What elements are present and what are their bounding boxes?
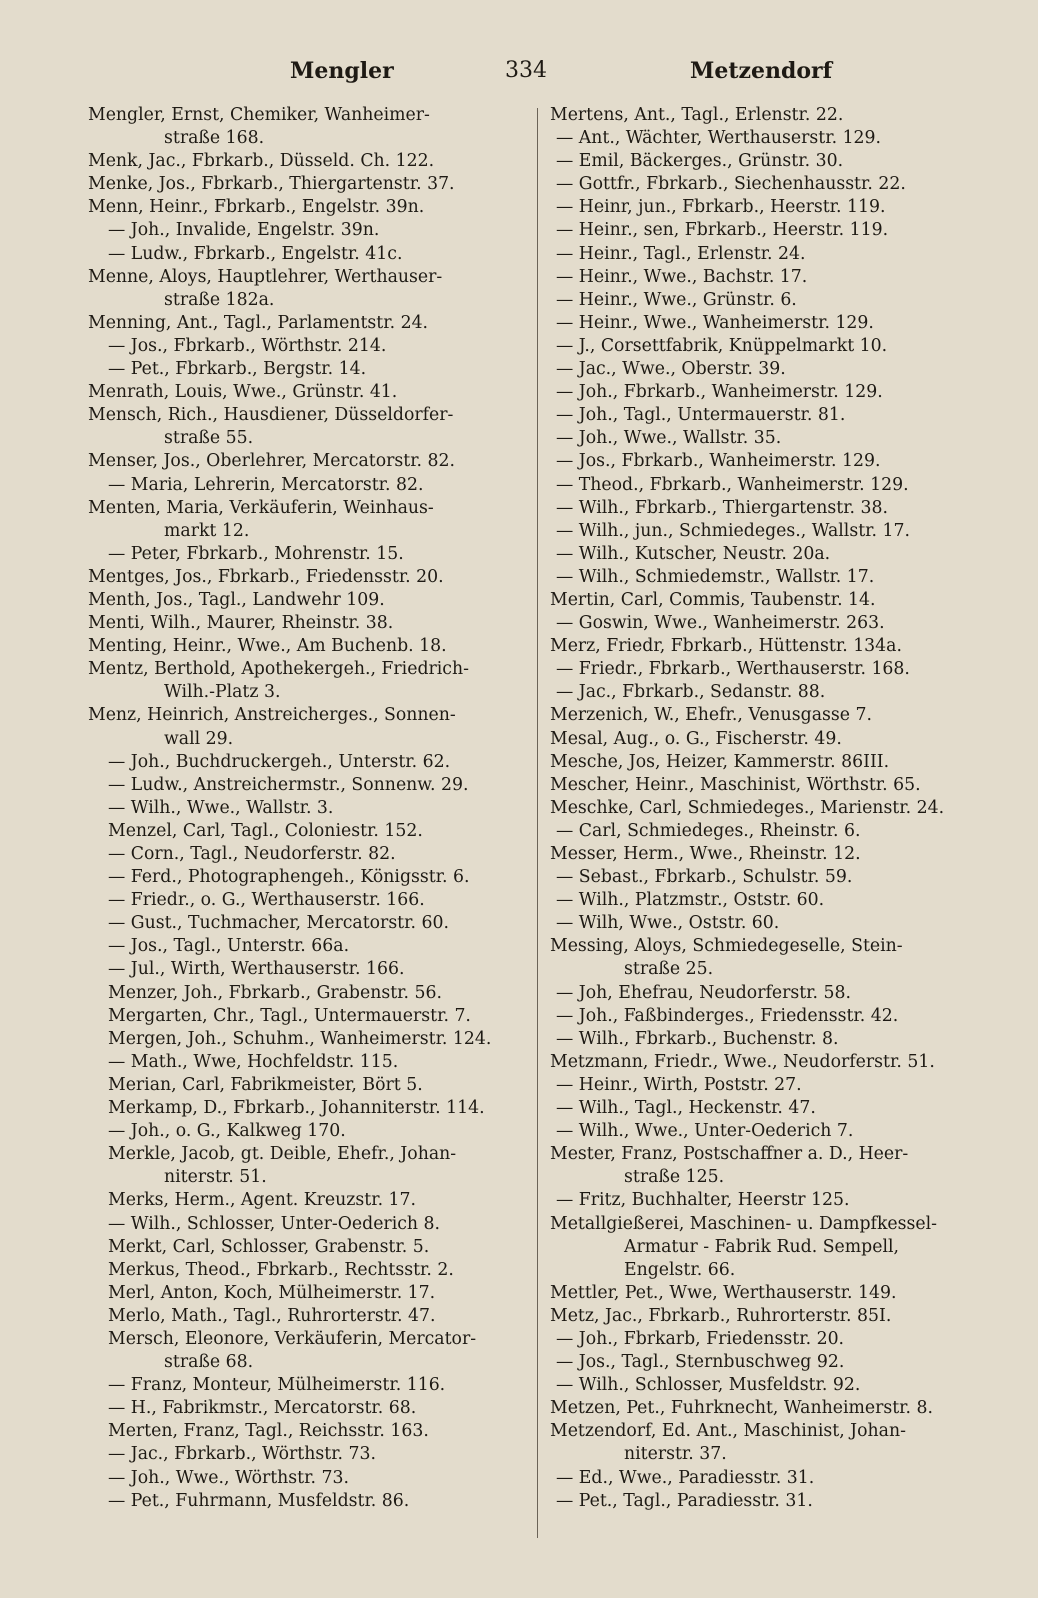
- directory-entry-line: — Ferd., Photographengeh., Königsstr. 6.: [108, 867, 470, 888]
- directory-entry-line: — Jac., Wwe., Oberstr. 39.: [556, 359, 786, 380]
- directory-entry-line: — Heinr., sen, Fbrkarb., Heerstr. 119.: [556, 220, 889, 241]
- directory-entry-line: straße 55.: [164, 428, 254, 449]
- directory-entry-line: — Ludw., Anstreichermstr., Sonnenw. 29.: [108, 774, 469, 795]
- directory-entry-line: — Heinr., Wwe., Wanheimerstr. 129.: [556, 312, 874, 333]
- directory-entry-line: Messer, Herm., Wwe., Rheinstr. 12.: [550, 844, 861, 864]
- directory-entry-line: — Joh., Invalide, Engelstr. 39n.: [108, 220, 380, 241]
- directory-entry-line: Menk, Jac., Fbrkarb., Düsseld. Ch. 122.: [88, 151, 435, 172]
- directory-entry-line: niterstr. 51.: [164, 1167, 267, 1188]
- directory-entry-line: — Friedr., Fbrkarb., Werthauserstr. 168.: [556, 659, 910, 680]
- directory-entry-line: — Wilh, Wwe., Oststr. 60.: [556, 913, 780, 934]
- directory-entry-line: niterstr. 37.: [624, 1444, 727, 1465]
- directory-entry-line: — Joh., Fbrkarb, Friedensstr. 20.: [556, 1328, 845, 1349]
- directory-entry-line: — Math., Wwe, Hochfeldstr. 115.: [108, 1051, 399, 1072]
- directory-entry-line: — Wilh., jun., Schmiedeges., Wallstr. 17.: [556, 520, 910, 541]
- directory-entry-line: Menti, Wilh., Maurer, Rheinstr. 38.: [88, 613, 394, 634]
- directory-entry-line: Menrath, Louis, Wwe., Grünstr. 41.: [88, 382, 398, 403]
- directory-entry-line: — Joh, Ehefrau, Neudorferstr. 58.: [556, 982, 852, 1003]
- directory-entry-line: — Heinr., Tagl., Erlenstr. 24.: [556, 243, 806, 264]
- directory-entry-line: — Heinr, jun., Fbrkarb., Heerstr. 119.: [556, 197, 886, 218]
- directory-entry-line: Merl, Anton, Koch, Mülheimerstr. 17.: [108, 1282, 436, 1303]
- directory-entry-line: — Sebast., Fbrkarb., Schulstr. 59.: [556, 867, 853, 888]
- directory-entry-line: wall 29.: [164, 728, 234, 749]
- header-last-entry: Metzendorf: [690, 58, 833, 84]
- directory-entry-line: Merkus, Theod., Fbrkarb., Rechtsstr. 2.: [108, 1259, 454, 1280]
- directory-entry-line: Menser, Jos., Oberlehrer, Mercatorstr. 82.: [88, 451, 456, 472]
- directory-entry-line: — Wilh., Fbrkarb., Buchenstr. 8.: [556, 1028, 839, 1049]
- directory-entry-line: Mengler, Ernst, Chemiker, Wanheimer-: [88, 105, 430, 125]
- directory-entry-line: — Heinr., Wwe., Grünstr. 6.: [556, 289, 797, 310]
- directory-entry-line: Metzen, Pet., Fuhrknecht, Wanheimerstr. 8.: [550, 1398, 933, 1419]
- directory-entry-line: Merten, Franz, Tagl., Reichsstr. 163.: [108, 1421, 429, 1442]
- directory-entry-line: Metzmann, Friedr., Wwe., Neudorferstr. 51.: [550, 1051, 935, 1072]
- directory-entry-line: Merkamp, D., Fbrkarb., Johanniterstr. 114.: [108, 1098, 485, 1119]
- directory-entry-line: — H., Fabrikmstr., Mercatorstr. 68.: [108, 1398, 417, 1419]
- directory-entry-line: — Jos., Tagl., Unterstr. 66a.: [108, 936, 350, 957]
- right-column: [550, 104, 995, 1513]
- directory-entry-line: — Fritz, Buchhalter, Heerstr 125.: [556, 1190, 850, 1211]
- directory-entry-line: — Joh., Tagl., Untermauerstr. 81.: [556, 405, 846, 426]
- directory-entry-line: straße 168.: [164, 128, 265, 149]
- directory-entry-line: — Wilh., Wwe., Unter-Oederich 7.: [556, 1121, 854, 1142]
- directory-entry-line: Menten, Maria, Verkäuferin, Weinhaus-: [88, 497, 434, 518]
- directory-entry-line: — Peter, Fbrkarb., Mohrenstr. 15.: [108, 543, 404, 564]
- directory-entry-line: Menzel, Carl, Tagl., Coloniestr. 152.: [108, 820, 423, 841]
- directory-entry-line: — Emil, Bäckerges., Grünstr. 30.: [556, 151, 844, 172]
- directory-entry-line: — Wilh., Kutscher, Neustr. 20a.: [556, 543, 831, 564]
- running-header: [0, 58, 1038, 88]
- directory-entry-line: — Wilh., Tagl., Heckenstr. 47.: [556, 1098, 816, 1119]
- directory-entry-line: straße 125.: [624, 1167, 725, 1188]
- directory-entry-line: — Jos., Fbrkarb., Wanheimerstr. 129.: [556, 451, 881, 472]
- directory-entry-line: Merlo, Math., Tagl., Ruhrorterstr. 47.: [108, 1305, 436, 1326]
- directory-entry-line: Menzer, Joh., Fbrkarb., Grabenstr. 56.: [108, 982, 442, 1003]
- directory-entry-line: — Wilh., Schmiedemstr., Wallstr. 17.: [556, 566, 875, 587]
- directory-entry-line: — Wilh., Platzmstr., Oststr. 60.: [556, 890, 825, 911]
- directory-entry-line: Menz, Heinrich, Anstreicherges., Sonnen-: [88, 705, 456, 726]
- directory-entry-line: — Theod., Fbrkarb., Wanheimerstr. 129.: [556, 474, 909, 495]
- directory-entry-line: Metzendorf, Ed. Ant., Maschinist, Johan-: [550, 1421, 906, 1442]
- directory-entry-line: — Ed., Wwe., Paradiesstr. 31.: [556, 1467, 815, 1488]
- directory-entry-line: — Heinr., Wirth, Poststr. 27.: [556, 1074, 802, 1095]
- directory-entry-line: — Joh., Wwe., Wallstr. 35.: [556, 428, 782, 449]
- directory-entry-line: — Jos., Tagl., Sternbuschweg 92.: [556, 1352, 845, 1373]
- directory-entry-line: — J., Corsettfabrik, Knüppelmarkt 10.: [556, 335, 888, 356]
- directory-entry-line: Menne, Aloys, Hauptlehrer, Werthauser-: [88, 266, 443, 287]
- directory-entry-line: Menting, Heinr., Wwe., Am Buchenb. 18.: [88, 636, 447, 657]
- directory-entry-line: Mensch, Rich., Hausdiener, Düsseldorfer-: [88, 405, 454, 426]
- directory-entry-line: Metallgießerei, Maschinen- u. Dampfkessel-: [550, 1213, 937, 1234]
- directory-entry-line: Mentz, Berthold, Apothekergeh., Friedrich-: [88, 659, 469, 680]
- directory-entry-line: — Jac., Fbrkarb., Wörthstr. 73.: [108, 1444, 377, 1465]
- directory-entry-line: Mergen, Joh., Schuhm., Wanheimerstr. 124.: [108, 1028, 492, 1049]
- directory-entry-line: Mertens, Ant., Tagl., Erlenstr. 22.: [550, 105, 844, 125]
- directory-entry-line: Mergarten, Chr., Tagl., Untermauerstr. 7.: [108, 1005, 471, 1026]
- left-column: [88, 104, 528, 1513]
- directory-entry-line: — Franz, Monteur, Mülheimerstr. 116.: [108, 1375, 446, 1396]
- directory-entry-line: — Joh., Wwe., Wörthstr. 73.: [108, 1467, 349, 1488]
- directory-entry-line: — Jul., Wirth, Werthauserstr. 166.: [108, 959, 405, 980]
- header-first-entry: Mengler: [290, 58, 394, 84]
- directory-entry-line: Menning, Ant., Tagl., Parlamentstr. 24.: [88, 312, 429, 333]
- directory-entry-line: — Friedr., o. G., Werthauserstr. 166.: [108, 890, 425, 911]
- directory-entry-line: — Heinr., Wwe., Bachstr. 17.: [556, 266, 808, 287]
- directory-entry-line: Merkt, Carl, Schlosser, Grabenstr. 5.: [108, 1236, 430, 1257]
- directory-entry-line: — Jac., Fbrkarb., Sedanstr. 88.: [556, 682, 826, 703]
- directory-entry-line: Meschke, Carl, Schmiedeges., Marienstr. 24.: [550, 797, 945, 818]
- directory-entry-line: straße 68.: [164, 1352, 254, 1373]
- directory-entry-line: Merzenich, W., Ehefr., Venusgasse 7.: [550, 705, 872, 726]
- directory-entry-line: Mettler, Pet., Wwe, Werthauserstr. 149.: [550, 1282, 897, 1303]
- directory-entry-line: markt 12.: [164, 520, 250, 541]
- directory-entry-line: — Jos., Fbrkarb., Wörthstr. 214.: [108, 335, 387, 356]
- directory-entry-line: — Joh., Faßbinderges., Friedensstr. 42.: [556, 1005, 899, 1026]
- directory-entry-line: — Maria, Lehrerin, Mercatorstr. 82.: [108, 474, 424, 495]
- directory-entry-line: Menke, Jos., Fbrkarb., Thiergartenstr. 37.: [88, 174, 455, 195]
- directory-entry-line: Merian, Carl, Fabrikmeister, Bört 5.: [108, 1074, 423, 1095]
- directory-entry-line: Messing, Aloys, Schmiedegeselle, Stein-: [550, 936, 903, 957]
- directory-entry-line: — Corn., Tagl., Neudorferstr. 82.: [108, 844, 396, 864]
- directory-entry-line: Mescher, Heinr., Maschinist, Wörthstr. 65.: [550, 774, 921, 795]
- directory-entry-line: Menth, Jos., Tagl., Landwehr 109.: [88, 589, 385, 610]
- directory-entry-line: Mesche, Jos, Heizer, Kammerstr. 86III.: [550, 751, 890, 772]
- column-divider: [537, 108, 538, 1538]
- directory-entry-line: Mersch, Eleonore, Verkäuferin, Mercator-: [108, 1328, 477, 1349]
- directory-entry-line: Metz, Jac., Fbrkarb., Ruhrorterstr. 85I.: [550, 1305, 892, 1326]
- directory-entry-line: — Ant., Wächter, Werthauserstr. 129.: [556, 128, 882, 149]
- directory-entry-line: straße 25.: [624, 959, 714, 980]
- directory-entry-line: — Pet., Fbrkarb., Bergstr. 14.: [108, 359, 367, 380]
- directory-entry-line: straße 182a.: [164, 289, 275, 310]
- directory-entry-line: Merks, Herm., Agent. Kreuzstr. 17.: [108, 1190, 417, 1211]
- directory-entry-line: Engelstr. 66.: [624, 1259, 736, 1280]
- directory-entry-line: — Carl, Schmiedeges., Rheinstr. 6.: [556, 820, 861, 841]
- directory-entry-line: Mester, Franz, Postschaffner a. D., Heer-: [550, 1144, 909, 1165]
- directory-entry-line: — Gottfr., Fbrkarb., Siechenhausstr. 22.: [556, 174, 906, 195]
- directory-entry-line: Mesal, Aug., o. G., Fischerstr. 49.: [550, 728, 842, 749]
- directory-entry-line: — Ludw., Fbrkarb., Engelstr. 41c.: [108, 243, 403, 264]
- page-number: 334: [505, 58, 547, 83]
- directory-entry-line: — Wilh., Wwe., Wallstr. 3.: [108, 797, 334, 818]
- directory-entry-line: — Goswin, Wwe., Wanheimerstr. 263.: [556, 613, 885, 634]
- directory-entry-line: — Joh., Fbrkarb., Wanheimerstr. 129.: [556, 382, 883, 403]
- directory-entry-line: Mertin, Carl, Commis, Taubenstr. 14.: [550, 589, 876, 610]
- directory-entry-line: Menn, Heinr., Fbrkarb., Engelstr. 39n.: [88, 197, 425, 218]
- directory-entry-line: — Pet., Tagl., Paradiesstr. 31.: [556, 1490, 813, 1511]
- directory-entry-line: Armatur - Fabrik Rud. Sempell,: [624, 1236, 900, 1257]
- directory-entry-line: — Pet., Fuhrmann, Musfeldstr. 86.: [108, 1490, 410, 1511]
- directory-entry-line: — Wilh., Fbrkarb., Thiergartenstr. 38.: [556, 497, 889, 518]
- directory-entry-line: — Joh., o. G., Kalkweg 170.: [108, 1121, 346, 1142]
- directory-entry-line: — Joh., Buchdruckergeh., Unterstr. 62.: [108, 751, 451, 772]
- directory-entry-line: Wilh.-Platz 3.: [164, 682, 281, 703]
- directory-entry-line: — Wilh., Schlosser, Musfeldstr. 92.: [556, 1375, 861, 1396]
- directory-entry-line: — Gust., Tuchmacher, Mercatorstr. 60.: [108, 913, 449, 934]
- directory-entry-line: — Wilh., Schlosser, Unter-Oederich 8.: [108, 1213, 441, 1234]
- directory-entry-line: Merz, Friedr, Fbrkarb., Hüttenstr. 134a.: [550, 636, 902, 657]
- directory-entry-line: Mentges, Jos., Fbrkarb., Friedensstr. 20.: [88, 566, 444, 587]
- directory-entry-line: Merkle, Jacob, gt. Deible, Ehefr., Johan-: [108, 1144, 457, 1165]
